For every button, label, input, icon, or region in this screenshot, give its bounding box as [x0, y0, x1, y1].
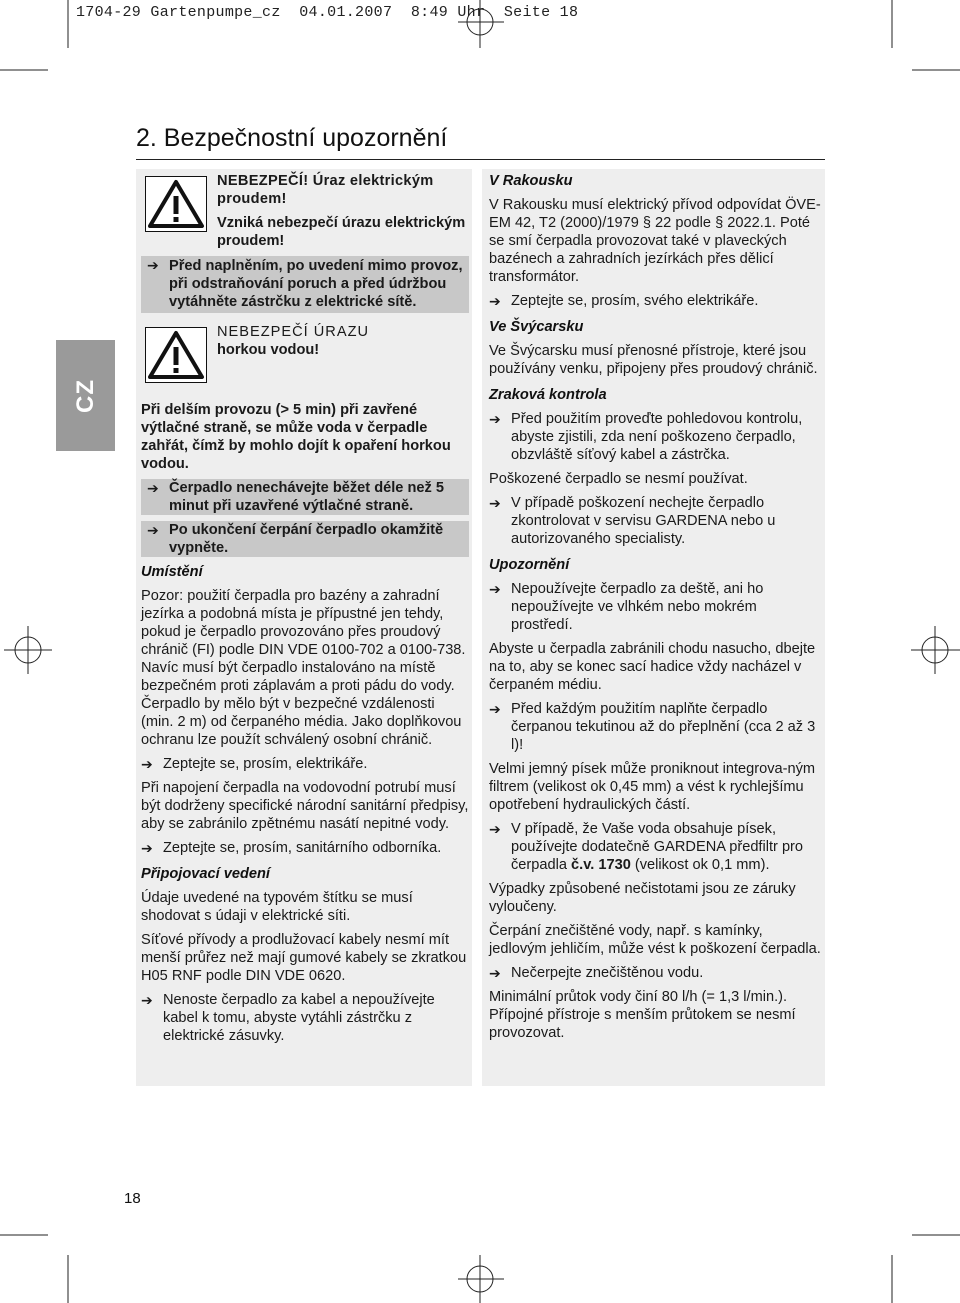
hot-water-bullet-2: ➔ Po ukončení čerpání čerpadlo okamžitě vypněte.: [141, 521, 469, 557]
arrow-icon: ➔: [147, 480, 159, 496]
warning-triangle-icon: [145, 176, 207, 232]
svycarsko-paragraph-1: Ve Švýcarsku musí přenosné přístroje, které jsou používány venku, připojeny přes proudový chránič.: [489, 343, 818, 377]
upozorneni-bullet-1: ➔ Nepoužívejte čerpadlo za deště, ani ho nepoužívejte ve vlhkém nebo mokrém prostředí.: [489, 581, 764, 633]
upozorneni-paragraph-4: Čerpání znečištěné vody, např. s kamínky, jedlovým jehličím, může vést k poškození čerpadla.: [489, 923, 821, 957]
left-column: [141, 172, 469, 1051]
right-column: [489, 172, 821, 1048]
arrow-icon: ➔: [489, 495, 501, 511]
upozorneni-paragraph-2: Velmi jemný písek může proniknout integrova-ným filtrem (velikost ok 0,45 mm) a vést k rychlejšímu opotřebení hydraulických částí.: [489, 761, 816, 813]
hot-water-body: Při delším provozu (> 5 min) při zavřené výtlačné straně, se může voda v čerpadle zahřát, čímž by mohlo dojít k opaření horkou vodou.: [141, 402, 451, 472]
kontrola-bullet-2: ➔ V případě poškození nechejte čerpadlo zkontrolovat v servisu GARDENA nebo u autorizovaného specialisty.: [489, 495, 776, 547]
hot-water-bullet-1: ➔ Čerpadlo nenechávejte běžet déle než 5 minut při uzavřené výtlačné straně.: [141, 479, 469, 515]
rakousko-paragraph-1: V Rakousku musí elektrický přívod odpovídat ÖVE-EM 42, T2 (2000)/1979 § 22 podle § 2022.1. Poté se smí čerpadla provozovat také v plaveckých bazénech a zahradních jezírkách přes dělicí transformátor.: [489, 197, 821, 285]
title-rule: [136, 159, 825, 160]
article-number: č.v. 1730: [571, 857, 631, 873]
arrow-icon: ➔: [147, 257, 159, 273]
umisteni-bullet-2: ➔ Zeptejte se, prosím, sanitárního odborníka.: [141, 840, 442, 856]
registration-mark-left-icon: [0, 620, 60, 680]
page-title: 2. Bezpečnostní upozornění: [136, 124, 448, 152]
section-heading-pripojovaci: Připojovací vedení: [141, 866, 270, 882]
kontrola-paragraph-1: Poškozené čerpadlo se nesmí používat.: [489, 471, 748, 487]
warning-hot-water-heading: NEBEZPEČÍ ÚRAZU: [217, 324, 370, 340]
upozorneni-bullet-4: ➔ Nečerpejte znečištěnou vodu.: [489, 965, 704, 981]
warning-electric: [141, 172, 469, 250]
arrow-icon: ➔: [141, 756, 153, 772]
warning-electric-bullet: ➔ Před naplněním, po uvedení mimo provoz, při odstraňování poruch a před údržbou vytáhněte zástrčku z elektrické sítě.: [141, 256, 469, 313]
warning-triangle-icon: [145, 327, 207, 383]
warning-electric-subheading: Vzniká nebezpečí úrazu elektrickým proudem!: [217, 215, 466, 249]
pripojovaci-paragraph-1: Údaje uvedené na typovém štítku se musí shodovat s údaji v elektrické síti.: [141, 890, 413, 924]
arrow-icon: ➔: [489, 293, 501, 309]
arrow-icon: ➔: [141, 840, 153, 856]
print-slug: 1704-29 Gartenpumpe_cz 04.01.2007 8:49 Uhr Seite 18: [76, 4, 579, 21]
section-heading-rakousko: V Rakousku: [489, 173, 573, 189]
arrow-icon: ➔: [489, 411, 501, 427]
warning-electric-heading: NEBEZPEČÍ! Úraz elektrickým proudem!: [217, 173, 434, 207]
warning-hot-water: [141, 323, 469, 395]
language-tab-label: CZ: [71, 378, 99, 413]
section-heading-umisteni: Umístění: [141, 564, 203, 580]
crop-mark-bottom-left-icon: [0, 1223, 80, 1303]
registration-mark-right-icon: [905, 620, 960, 680]
section-heading-kontrola: Zraková kontrola: [489, 387, 607, 403]
upozorneni-paragraph-3: Výpadky způsobené nečistotami jsou ze záruky vyloučeny.: [489, 881, 796, 915]
registration-mark-top-icon: [452, 0, 512, 50]
kontrola-bullet-1: ➔ Před použitím proveďte pohledovou kontrolu, abyste zjistili, zda není poškozeno čerpadlo, obzvláště síťový kabel a zástrčka.: [489, 411, 803, 463]
language-tab: [56, 340, 115, 451]
pripojovaci-bullet-1: ➔ Nenoste čerpadlo za kabel a nepoužívejte kabel k tomu, abyste vytáhli zástrčku z elektrické zásuvky.: [141, 992, 435, 1044]
section-heading-upozorneni: Upozornění: [489, 557, 570, 573]
pripojovaci-paragraph-2: Síťové přívody a prodlužovací kabely nesmí mít menší průřez než mají gumové kabely se zkratkou H05 RNF podle DIN VDE 0620.: [141, 932, 467, 984]
warning-hot-water-subheading: horkou vodou!: [217, 342, 320, 358]
registration-mark-bottom-icon: [452, 1253, 512, 1303]
crop-mark-bottom-right-icon: [880, 1223, 960, 1303]
section-heading-svycarsko: Ve Švýcarsku: [489, 319, 584, 335]
arrow-icon: ➔: [141, 992, 153, 1008]
crop-mark-top-left-icon: [0, 0, 80, 80]
umisteni-bullet-1: ➔ Zeptejte se, prosím, elektrikáře.: [141, 756, 368, 772]
arrow-icon: ➔: [489, 821, 501, 837]
crop-mark-top-right-icon: [880, 0, 960, 80]
arrow-icon: ➔: [147, 522, 159, 538]
arrow-icon: ➔: [489, 965, 501, 981]
page-number: 18: [124, 1190, 141, 1207]
upozorneni-bullet-3: ➔ V případě, že Vaše voda obsahuje písek, používejte dodatečně GARDENA předfiltr pro čerpadla č.v. 1730 (velikost ok 0,1 mm).: [489, 821, 804, 873]
umisteni-paragraph-2: Při napojení čerpadla na vodovodní potrubí musí být dodrženy specifické národní sanitární předpisy, aby se zabránilo zpětnému nasátí nepitné vody.: [141, 780, 469, 832]
upozorneni-bullet-2: ➔ Před každým použitím naplňte čerpadlo čerpanou tekutinou až do přeplnění (cca 2 až 3 l)!: [489, 701, 816, 753]
arrow-icon: ➔: [489, 701, 501, 717]
upozorneni-paragraph-1: Abyste u čerpadla zabránili chodu nasucho, dbejte na to, aby se konec sací hadice vždy nacházel v čerpaném médiu.: [489, 641, 816, 693]
upozorneni-paragraph-5: Minimální průtok vody činí 80 l/h (= 1,3 l/min.). Přípojné přístroje s menším průtokem se nesmí provozovat.: [489, 989, 796, 1041]
umisteni-paragraph-1: Pozor: použití čerpadla pro bazény a zahradní jezírka a podobná místa je přípustné jen tehdy, pokud je čerpadlo provozováno přes proudový chránič (FI) podle DIN VDE 0100-702 a 0100-738. Navíc musí být čerpadlo instalováno na místě bezpečném proti záplavám a proti pádu do vody. Čerpadlo by mělo být v bezpečné vzdálenosti (min. 2 m) od čerpaného média. Jako doplňkovou ochranu lze použít schválený osobní chránič.: [141, 588, 466, 748]
rakousko-bullet-1: ➔ Zeptejte se, prosím, svého elektrikáře.: [489, 293, 759, 309]
arrow-icon: ➔: [489, 581, 501, 597]
